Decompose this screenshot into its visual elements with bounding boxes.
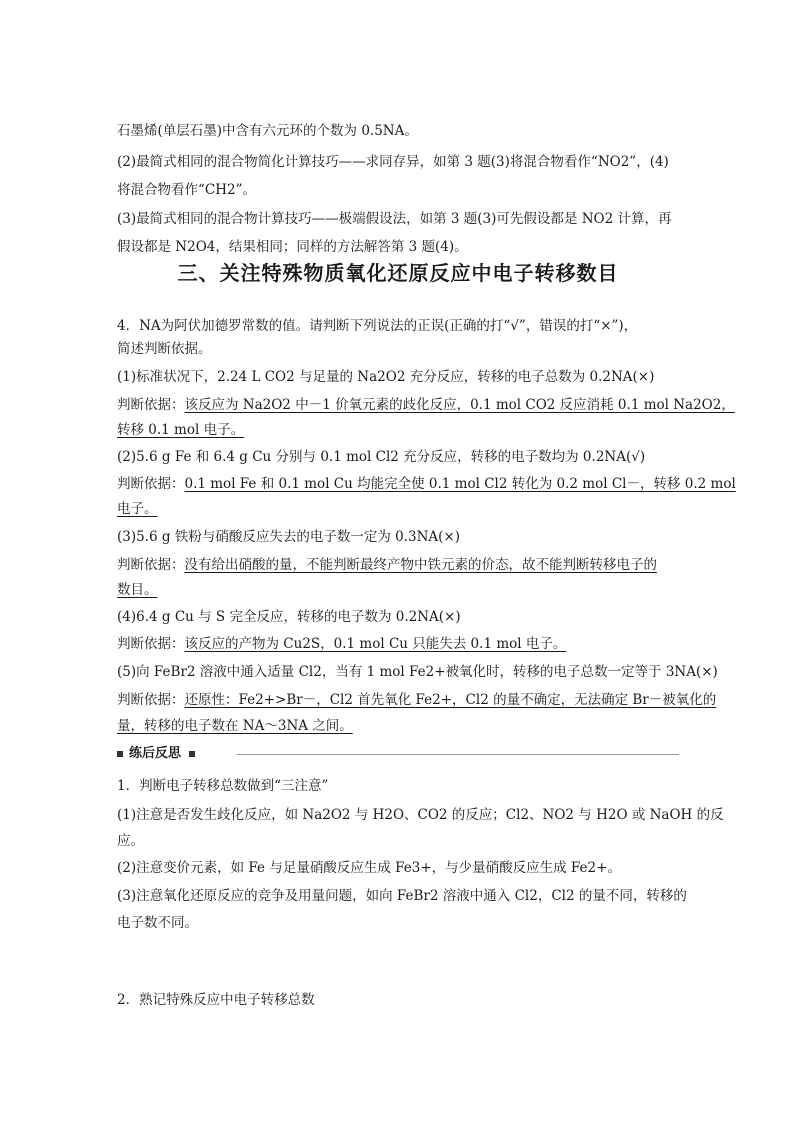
text-line: 电子数不同。 — [117, 915, 198, 931]
basis-4-line-1 — [117, 634, 679, 654]
reflection-heading-1: 1．判断电子转移总数做到“三注意” — [117, 778, 329, 794]
basis-text: 电子。 — [117, 501, 158, 517]
judge-label: 判断依据： — [117, 692, 185, 708]
basis-3-line-2 — [117, 580, 679, 600]
basis-3-line-1 — [117, 555, 679, 575]
statement-1: (1)标准状况下，2.24 L CO2 与足量的 Na2O2 充分反应，转移的电子总数为 0.2NA(×) — [117, 369, 655, 385]
basis-text: 转移 0.1 mol 电子。 — [117, 422, 245, 438]
divider-rule — [237, 754, 679, 755]
reflection-divider — [117, 745, 679, 763]
basis-2-line-1 — [117, 474, 736, 494]
reflection-heading-2: 2．熟记特殊反应中电子转移总数 — [117, 992, 315, 1008]
text-line: (2)最简式相同的混合物简化计算技巧——求同存异，如第 3 题(3)将混合物看作“NO2”，(4) — [117, 154, 669, 170]
basis-text: 数目。 — [117, 582, 158, 598]
basis-text: 量，转移的电子数在 NA～3NA 之间。 — [117, 718, 353, 734]
question-intro: 简述判断依据。 — [117, 341, 212, 357]
basis-text: 还原性：Fe2+>Br－，Cl2 首先氧化 Fe2+，Cl2 的量不确定，无法确定 Br－被氧化的 — [184, 692, 717, 708]
text-line: (2)注意变价元素，如 Fe 与足量硝酸反应生成 Fe3+，与少量硝酸反应生成 Fe2+。 — [117, 860, 621, 876]
square-bullet-icon — [189, 751, 195, 757]
text-line: (3)注意氧化还原反应的竞争及用量问题，如向 FeBr2 溶液中通入 Cl2，Cl2 的量不同，转移的 — [117, 888, 687, 904]
square-bullet-icon — [117, 751, 123, 757]
text-line: 石墨烯(单层石墨)中含有六元环的个数为 0.5NA。 — [117, 123, 418, 139]
text-line: (3)最简式相同的混合物计算技巧——极端假设法，如第 3 题(3)可先假设都是 NO2 计算，再 — [117, 211, 672, 227]
basis-1-line-2 — [117, 420, 679, 440]
basis-text: 0.1 mol Fe 和 0.1 mol Cu 均能完全使 0.1 mol Cl2 转化为 0.2 mol Cl－，转移 0.2 mol — [184, 476, 736, 492]
section-title: 三、关注特殊物质氧化还原反应中电子转移数目 — [177, 261, 619, 285]
basis-1-line-1 — [117, 395, 735, 415]
basis-text: 该反应的产物为 Cu2S，0.1 mol Cu 只能失去 0.1 mol 电子。 — [184, 636, 567, 652]
statement-5: (5)向 FeBr2 溶液中通入适量 Cl2，当有 1 mol Fe2+被氧化时，转移的电子总数一定等于 3NA(×) — [117, 664, 718, 680]
basis-text: 该反应为 Na2O2 中－1 价氧元素的歧化反应，0.1 mol CO2 反应消耗 0.1 mol Na2O2， — [184, 397, 735, 413]
text-line: 假设都是 N2O4，结果相同；同样的方法解答第 3 题(4)。 — [117, 239, 468, 255]
text-line: (1)注意是否发生歧化反应，如 Na2O2 与 H2O、CO2 的反应；Cl2、NO2 与 H2O 或 NaOH 的反 — [117, 807, 724, 823]
basis-2-line-2 — [117, 499, 679, 519]
text-line: 将混合物看作“CH2”。 — [117, 182, 256, 198]
basis-5-line-1 — [117, 690, 717, 710]
reflection-title: 练后反思 — [129, 746, 182, 761]
basis-5-line-2 — [117, 716, 679, 736]
statement-2: (2)5.6 g Fe 和 6.4 g Cu 分别与 0.1 mol Cl2 充分反应，转移的电子数均为 0.2NA(√) — [117, 449, 646, 465]
statement-4: (4)6.4 g Cu 与 S 完全反应，转移的电子数为 0.2NA(×) — [117, 609, 461, 625]
text-line: 应。 — [117, 833, 144, 849]
judge-label: 判断依据： — [117, 557, 185, 573]
judge-label: 判断依据： — [117, 636, 185, 652]
judge-label: 判断依据： — [117, 476, 185, 492]
basis-text: 没有给出硝酸的量，不能判断最终产物中铁元素的价态，故不能判断转移电子的 — [184, 557, 657, 573]
judge-label: 判断依据： — [117, 397, 185, 413]
statement-3: (3)5.6 g 铁粉与硝酸反应失去的电子数一定为 0.3NA(×) — [117, 529, 460, 545]
question-intro: 4．NA为阿伏加德罗常数的值。请判断下列说法的正误(正确的打“√”，错误的打“×”)， — [117, 318, 638, 334]
